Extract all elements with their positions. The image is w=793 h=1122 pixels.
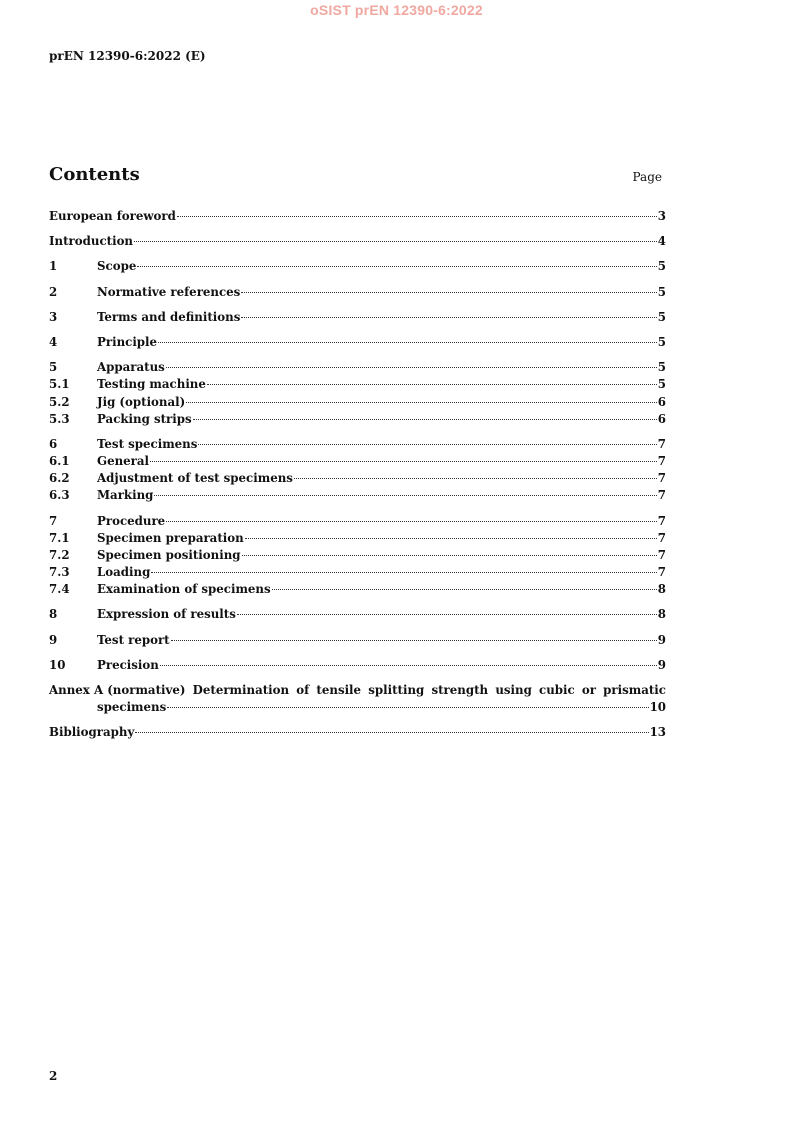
toc-entry-number: 7 <box>49 514 58 528</box>
toc-entry-text: Apparatus <box>97 360 165 374</box>
toc-entry-principle[interactable] <box>49 334 666 350</box>
toc-entry-text: specimens <box>97 700 167 714</box>
toc-entry-text: Terms and definitions <box>97 310 241 324</box>
toc-leader <box>166 521 657 522</box>
toc-entry-packing-strips[interactable] <box>49 411 666 427</box>
toc-entry-text: Loading <box>97 565 151 579</box>
toc-entry-test-report[interactable] <box>49 632 666 648</box>
toc-entry-number: 2 <box>49 285 58 299</box>
toc-leader <box>160 665 657 666</box>
toc-entry-number: 1 <box>49 259 58 273</box>
toc-entry-page: 5 <box>657 377 666 391</box>
toc-entry-number: 9 <box>49 633 58 647</box>
toc-entry-page: 3 <box>657 209 666 223</box>
toc-entry-normative-references[interactable] <box>49 284 666 300</box>
toc-leader <box>241 292 656 293</box>
toc-entry-page: 7 <box>657 531 666 545</box>
annex-word: tensile <box>316 683 362 697</box>
toc-entry-number: 3 <box>49 310 58 324</box>
page-number: 2 <box>49 1069 58 1083</box>
toc-entry-loading[interactable] <box>49 564 666 580</box>
toc-entry-number: 4 <box>49 335 58 349</box>
annex-word: Annex A (normative) <box>49 683 186 697</box>
toc-entry-text: Jig (optional) <box>97 395 186 409</box>
toc-entry-jig[interactable] <box>49 394 666 410</box>
toc-entry-text: Specimen positioning <box>97 548 241 562</box>
annex-word: using <box>495 683 532 697</box>
toc-leader <box>171 640 657 641</box>
toc-leader <box>151 572 656 573</box>
toc-entry-number: 7.4 <box>49 582 70 596</box>
toc-leader <box>166 367 657 368</box>
toc-leader <box>158 342 657 343</box>
toc-entry-terms-and-definitions[interactable] <box>49 309 666 325</box>
toc-entry-adjustment-of-test-specimens[interactable] <box>49 470 666 486</box>
toc-entry-introduction[interactable] <box>49 233 666 249</box>
toc-entry-text: Examination of specimens <box>97 582 271 596</box>
toc-entry-page: 7 <box>657 471 666 485</box>
toc-entry-text: Specimen preparation <box>97 531 244 545</box>
annex-word: Determination <box>192 683 290 697</box>
page-column-label: Page <box>632 170 662 184</box>
toc-entry-text: Scope <box>97 259 137 273</box>
toc-entry-text: Procedure <box>97 514 166 528</box>
toc-entry-text: Test report <box>97 633 170 647</box>
toc-entry-text: Principle <box>97 335 158 349</box>
toc-entry-text: European foreword <box>49 209 176 223</box>
toc-entry-page: 7 <box>657 548 666 562</box>
toc-entry-text: General <box>97 454 150 468</box>
toc-entry-page: 5 <box>657 360 666 374</box>
toc-entry-marking[interactable] <box>49 487 666 503</box>
toc-entry-text: Bibliography <box>49 725 135 739</box>
toc-entry-page: 9 <box>657 633 666 647</box>
toc-entry-text: Adjustment of test specimens <box>97 471 293 485</box>
annex-word: of <box>296 683 310 697</box>
toc-entry-page: 8 <box>657 607 666 621</box>
toc-entry-page: 7 <box>657 488 666 502</box>
toc-entry-text: Marking <box>97 488 154 502</box>
page-title: Contents <box>49 164 140 185</box>
toc-entry-testing-machine[interactable] <box>49 376 666 392</box>
toc-leader <box>193 419 657 420</box>
toc-entry-number: 5.1 <box>49 377 70 391</box>
toc-entry-specimen-positioning[interactable] <box>49 547 666 563</box>
toc-entry-page: 5 <box>657 259 666 273</box>
toc-entry-procedure[interactable] <box>49 513 666 529</box>
toc-entry-page: 10 <box>649 700 666 714</box>
toc-entry-general[interactable] <box>49 453 666 469</box>
toc-entry-text: Introduction <box>49 234 134 248</box>
toc-entry-page: 5 <box>657 310 666 324</box>
toc-entry-scope[interactable] <box>49 258 666 274</box>
toc-entry-text: Packing strips <box>97 412 192 426</box>
toc-entry-precision[interactable] <box>49 657 666 673</box>
toc-entry-page: 9 <box>657 658 666 672</box>
toc-entry-expression-of-results[interactable] <box>49 606 666 622</box>
toc-leader <box>177 216 657 217</box>
toc-entry-page: 4 <box>657 234 666 248</box>
document-id: prEN 12390-6:2022 (E) <box>49 49 206 63</box>
toc-entry-page: 5 <box>657 335 666 349</box>
toc-leader <box>242 555 657 556</box>
toc-leader <box>245 538 657 539</box>
annex-word: splitting <box>368 683 425 697</box>
toc-entry-page: 7 <box>657 437 666 451</box>
toc-entry-page: 5 <box>657 285 666 299</box>
toc-entry-annex-a[interactable] <box>49 682 666 698</box>
annex-word: strength <box>431 683 489 697</box>
toc-entry-examination-of-specimens[interactable] <box>49 581 666 597</box>
annex-word: prismatic <box>603 683 666 697</box>
toc-entry-text: Precision <box>97 658 159 672</box>
toc-entry-page: 13 <box>649 725 666 739</box>
toc-entry-text: Test specimens <box>97 437 198 451</box>
toc-entry-page: 6 <box>657 395 666 409</box>
toc-leader <box>241 317 656 318</box>
toc-leader <box>137 266 656 267</box>
toc-entry-number: 7.1 <box>49 531 70 545</box>
toc-entry-page: 6 <box>657 412 666 426</box>
toc-entry-test-specimens[interactable] <box>49 436 666 452</box>
toc-entry-page: 8 <box>657 582 666 596</box>
toc-entry-page: 7 <box>657 565 666 579</box>
toc-leader <box>237 614 657 615</box>
toc-entry-text: Testing machine <box>97 377 206 391</box>
toc-leader <box>154 495 656 496</box>
toc-leader <box>207 384 657 385</box>
toc-entry-number: 10 <box>49 658 66 672</box>
toc-entry-number: 6.1 <box>49 454 70 468</box>
toc-entry-number: 5 <box>49 360 58 374</box>
toc-entry-specimen-preparation[interactable] <box>49 530 666 546</box>
toc-entry-text: Normative references <box>97 285 241 299</box>
toc-entry-number: 7.3 <box>49 565 70 579</box>
toc-entry-european-foreword[interactable] <box>49 208 666 224</box>
toc-entry-page: 7 <box>657 454 666 468</box>
toc-entry-number: 6.3 <box>49 488 70 502</box>
toc-entry-number: 5.2 <box>49 395 70 409</box>
toc-entry-apparatus[interactable] <box>49 359 666 375</box>
annex-word: cubic <box>539 683 575 697</box>
toc-entry-text: Expression of results <box>97 607 236 621</box>
toc-leader <box>135 732 648 733</box>
toc-entry-number: 6.2 <box>49 471 70 485</box>
toc-leader <box>294 478 657 479</box>
toc-entry-page: 7 <box>657 514 666 528</box>
toc-entry-bibliography[interactable] <box>49 724 666 740</box>
toc-leader <box>134 241 657 242</box>
toc-entry-number: 5.3 <box>49 412 70 426</box>
annex-word: or <box>581 683 596 697</box>
toc-entry-annex-a-continuation[interactable] <box>49 699 666 715</box>
watermark: oSIST prEN 12390-6:2022 <box>310 2 483 18</box>
toc-leader <box>186 402 657 403</box>
toc-leader <box>150 461 657 462</box>
toc-entry-number: 7.2 <box>49 548 70 562</box>
toc-leader <box>198 444 656 445</box>
toc-leader <box>272 589 657 590</box>
toc-entry-number: 6 <box>49 437 58 451</box>
toc-entry-number: 8 <box>49 607 58 621</box>
toc-leader <box>167 707 648 708</box>
